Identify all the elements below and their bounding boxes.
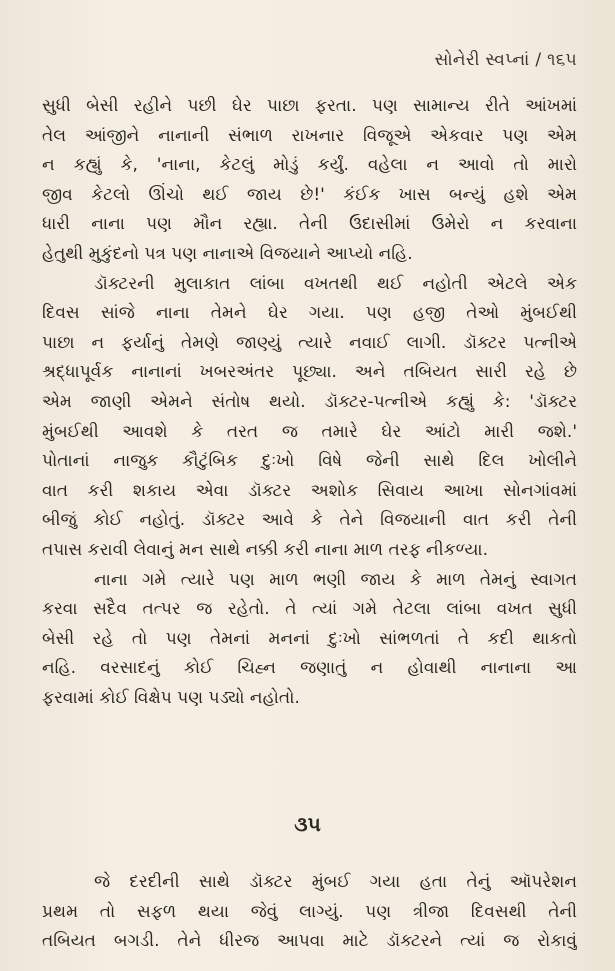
text-line: પોતાનાં નાજુક કૌટુંબિક દુઃખો વિષે જેની સાથે દિલ ખોલીને bbox=[42, 451, 577, 472]
text-line: કરવા સદૈવ તત્પર જ રહેતો. તે ત્યાં ગમે તેટલા લાંબા વખત સુધી bbox=[42, 599, 577, 620]
text-line: મુંબઈથી આવશે કે તરત જ તમારે ઘેર આંટો મારી જશે.' bbox=[42, 421, 577, 442]
text-line: ફરવામાં કોઈ વિક્ષેપ પણ પડ્યો નહોતો. bbox=[42, 687, 300, 708]
paragraph-doctor-visit bbox=[42, 270, 577, 566]
text-line: તપાસ કરાવી લેવાનું મન સાથે નક્કી કરી નાના માળ તરફ નીકળ્યા. bbox=[42, 539, 488, 560]
text-line: પાછા ન ફર્યાનું તેમણે જાણ્યું ત્યારે નવાઈ લાગી. ડૉક્ટર પત્નીએ bbox=[42, 332, 577, 353]
running-header: સોનેરી સ્વપ્નાં / ૧૬૫ bbox=[434, 50, 577, 70]
text-line: બીજું કોઈ નહોતું. ડૉક્ટર આવે કે તેને વિજયાની વાત કરી તેની bbox=[42, 510, 577, 531]
text-line: સુધી બેસી રહીને પછી ઘેર પાછા ફરતા. પણ સામાન્ય રીતે આંખમાં bbox=[42, 96, 577, 116]
text-line: ન કહ્યું કે, 'નાના, કેટલું મોડું કર્યું. વહેલા ન આવો તો મારો bbox=[42, 155, 577, 176]
text-line: નાના ગમે ત્યારે પણ માળ ભણી જાય કે માળ તેમનું સ્વાગત bbox=[94, 569, 577, 590]
text-line: જે દરદીની સાથે ડૉક્ટર મુંબઈ ગયા હતા તેનું ઑપરેશન bbox=[94, 872, 577, 892]
text-line: દિવસ સાંજે નાના તેમને ઘેર ગયા. પણ હજી તેઓ મુંબઈથી bbox=[42, 303, 577, 324]
chapter-number: ૩૫ bbox=[294, 812, 321, 836]
paragraph-operation bbox=[42, 868, 577, 957]
text-line: બેસી રહે તો પણ તેમનાં મનનાં દુઃખો સાંભળતાં તે કદી થાકતો bbox=[42, 628, 577, 649]
paragraph-continued bbox=[42, 92, 577, 270]
paragraph-mal bbox=[42, 566, 577, 714]
text-line: પ્રથમ તો સફળ થયા જેવું લાગ્યું. પણ ત્રીજા દિવસથી તેની bbox=[42, 901, 577, 922]
text-line: શ્રદ્ધાપૂર્વક નાનાનાં ખબરઅંતર પૂછ્યા. અને તબિયત સારી રહે છે bbox=[42, 362, 577, 383]
chapter-body bbox=[42, 868, 577, 957]
text-line: તબિયત બગડી. તેને ધીરજ આપવા માટે ડૉક્ટરને ત્યાં જ રોકાવું bbox=[42, 931, 577, 952]
text-line: એમ જાણી એમને સંતોષ થયો. ડૉક્ટર-પત્નીએ કહ્યું કે: 'ડૉક્ટર bbox=[42, 391, 577, 412]
text-line: નહિ. વરસાદનું કોઈ ચિહ્ન જણાતું ન હોવાથી નાનાના આ bbox=[42, 658, 577, 679]
text-line: હેતુથી મુકુંદનો પત્ર પણ નાનાએ વિજયાને આપ્યો નહિ. bbox=[42, 243, 413, 264]
page-body bbox=[42, 92, 577, 713]
text-line: તેલ આંજીને નાનાની સંભાળ રાખનાર વિજૂએ એકવાર પણ એમ bbox=[42, 125, 577, 146]
text-line: ડૉક્ટરની મુલાકાત લાંબા વખતથી થઈ નહોતી એટલે એક bbox=[94, 273, 577, 294]
text-line: ધારી નાના પણ મૌન રહ્યા. તેની ઉદાસીમાં ઉમેરો ન કરવાના bbox=[42, 214, 577, 235]
text-line: જીવ કેટલો ઊંચો થઈ જાય છે!' કંઈક ખાસ બન્યું હશે એમ bbox=[42, 184, 577, 205]
text-line: વાત કરી શકાય એવા ડૉક્ટર અશોક સિવાય આખા સોનગાંવમાં bbox=[42, 480, 577, 501]
